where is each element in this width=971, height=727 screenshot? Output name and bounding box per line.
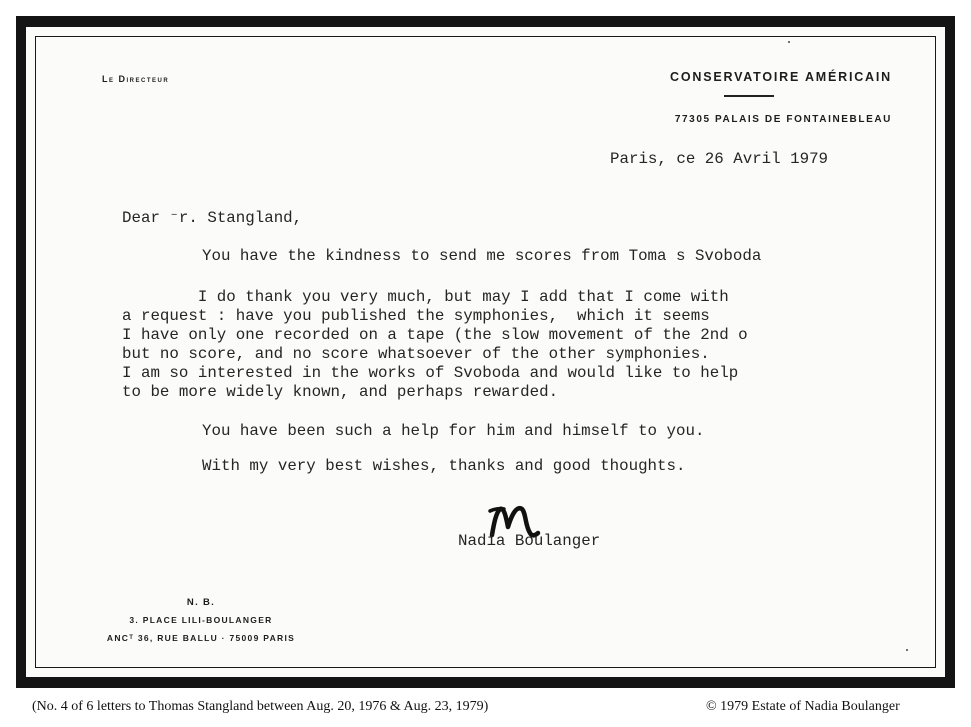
paper-speck [788, 41, 790, 43]
letterhead-address: 77305 PALAIS DE FONTAINEBLEAU [674, 114, 892, 125]
footer-nb: N. B. [186, 597, 216, 608]
paper-speck [906, 649, 908, 651]
letterhead-footer [76, 597, 326, 643]
letter-paragraph-1: You have the kindness to send me scores from Toma s Svoboda [202, 247, 762, 265]
letter-salutation: Dear ⁻r. Stangland, [122, 209, 303, 227]
letterhead-director-title: Le Directeur [102, 74, 170, 84]
letter-paragraph-2: I do thank you very much, but may I add that I come with a request : have you published the symphonies, which it seems I have only one recorded on a tape (the slow movement of the 2nd o but no score, and no score whatsoever of the other symphonies. I am so interested in the works of Svoboda and would like to help to be more widely known, and perhaps rewarded. [122, 288, 748, 401]
footer-place-address: 3. PLACE LILI-BOULANGER [129, 615, 273, 625]
letterhead-rule [724, 95, 774, 97]
caption-copyright: © 1979 Estate of Nadia Boulanger [706, 699, 900, 714]
letter-date: Paris, ce 26 Avril 1979 [610, 150, 829, 168]
letter-paper [26, 27, 945, 677]
letter-frame [16, 16, 955, 688]
signature-name: Nadia Boulanger [458, 532, 601, 550]
footer-former-address: ANCᵀ 36, RUE BALLU · 75009 PARIS [106, 633, 296, 643]
caption-letter-info: (No. 4 of 6 letters to Thomas Stangland between Aug. 20, 1976 & Aug. 23, 1979) [32, 699, 489, 714]
letter-paragraph-3: You have been such a help for him and himself to you. [202, 422, 705, 440]
letterhead-institution: CONSERVATOIRE AMÉRICAIN [670, 70, 892, 84]
letter-paragraph-4: With my very best wishes, thanks and good thoughts. [202, 457, 686, 475]
